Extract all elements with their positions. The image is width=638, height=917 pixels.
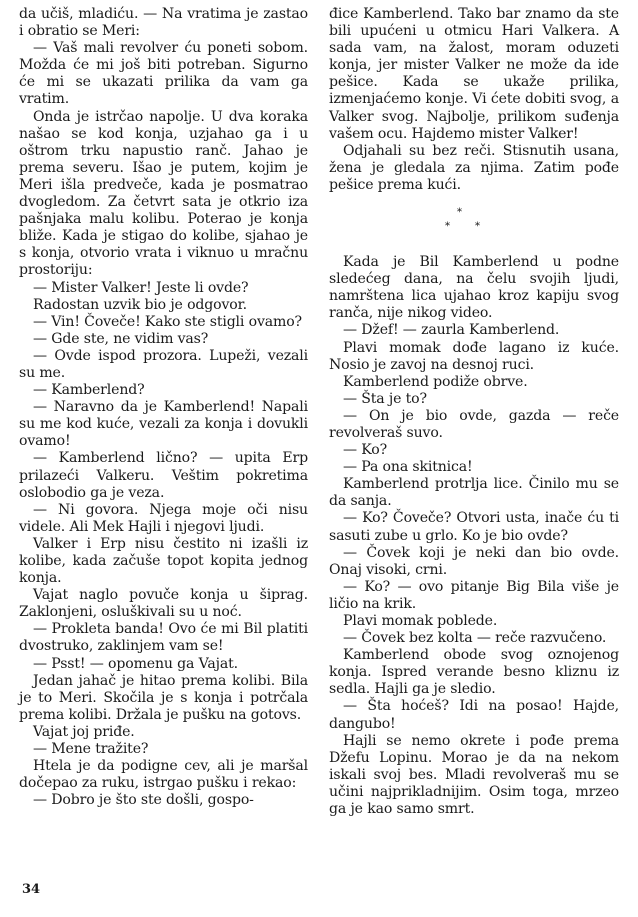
paragraph: — Čovek bez kolta — reče razvučeno. [343,630,607,647]
paragraph: Onda je istrčao napolje. U dva koraka našao se kod konja, uzjahao ga i u oštrom trku napustio ranč. Jahao je prema severu. Išao je putem, kojim je Meri išla predveče, kada je posmatrao dvogledom. Za četvrt sata je otkrio iza pašnjaka malu kolibu. Poterao je konja bliže. Kada je stigao do kolibe, sjahao je s konja, otvorio vrata i viknuo u mračnu prostoriju: [19,108,308,279]
paragraph: Jedan jahač je hitao prema kolibi. Bila je to Meri. Skočila je s konja i potrčala prema kolibi. Držala je pušku na gotovs. [19,672,308,723]
paragraph: — Vin! Čoveče! Kako ste stigli ovamo? [33,313,302,330]
paragraph: Htela je da podigne cev, ali je maršal dočepao za ruku, istrgao pušku i rekao: [19,758,308,792]
paragraph: — Džef! — zaurla Kamberlend. [343,322,560,339]
paragraph: Kamberlend obode svog oznojenog konja. Ispred verande besno kliznu iz sedla. Hajli ga je sledio. [329,647,619,698]
paragraph: — Kamberlend lično? — upita Erp prilazeći Valkeru. Veštim pokretima oslobodio ga je veza. [19,450,308,501]
separator-star-icon: * [457,207,462,219]
paragraph: Odjahali su bez reči. Stisnutih usana, žena je gledala za njima. Zatim pođe pešice prema kući. [329,142,619,193]
paragraph: Plavi momak poblede. [343,613,498,629]
paragraph: đice Kamberlend. Tako bar znamo da ste bili upućeni u otmicu Hari Valkera. A sada vam, na žalost, moram oduzeti konja, jer mister Valker ne može da ide pešice. Kada se ukaže prilika, izmenjaćemo konje. Vi ćete dobiti svog, a Valker svog. Najbolje, prilikom suđenja vašem ocu. Hajdemo mister Valker! [329,6,619,142]
paragraph: Vajat joj priđe. [33,723,135,740]
paragraph: Hajli se nemo okrete i pođe prema Džefu Lopinu. Morao je da na nekom iskali svoj bes. Mladi revolveraš mu se učini najprikladnijim. Osim toga, mrzeo ga je kao samo smrt. [329,732,619,818]
section-separator [329,196,619,254]
paragraph: — Vaš mali revolver ću poneti sobom. Možda će mi još biti potreban. Sigurno će mi se ukazati prilika da vam ga vratim. [19,40,308,108]
paragraph: Vajat naglo povuče konja u šiprag. Zaklonjeni, osluškivali su u noć. [19,587,308,621]
paragraph: — Šta hoćeš? Idi na posao! Hajde, dangubo! [329,698,619,732]
paragraph: — Prokleta banda! Ovo će mi Bil platiti dvostruko, zaklinjem vam se! [19,621,308,655]
paragraph: — Šta je to? [343,390,427,407]
paragraph: Plavi momak dođe lagano iz kuće. Nosio je zavoj na desnoj ruci. [329,339,619,373]
paragraph: — Ko? — ovo pitanje Big Bila više je ličio na krik. [329,578,619,612]
separator-star-icon: * [475,221,480,233]
paragraph: — Mene tražite? [33,741,149,758]
left-column [19,6,308,809]
paragraph: — Psst! — opomenu ga Vajat. [33,655,238,672]
separator-star-icon: * [445,221,450,233]
right-column [329,6,619,818]
paragraph: da učiš, mladiću. — Na vratima je zastao i obratio se Meri: [19,6,308,40]
paragraph: — Ovde ispod prozora. Lupeži, vezali su me. [19,347,308,381]
paragraph: Radostan uzvik bio je odgovor. [33,296,248,313]
right-column-bottom-text [329,254,619,818]
right-column-top-text [329,6,619,194]
paragraph: — Dobro je što ste došli, gospo- [33,792,254,809]
paragraph: — Mister Valker! Jeste li ovde? [33,279,249,296]
paragraph: — Ko? Čoveče? Otvori usta, inače ću ti sasuti zube u grlo. Ko je bio ovde? [329,510,619,544]
paragraph: — Kamberlend? [33,382,145,399]
paragraph: Valker i Erp nisu čestito ni izašli iz kolibe, kada začuše topot kopita jednog konja. [19,535,308,587]
page-number: 34 [22,882,41,897]
paragraph: Kamberlend protrlja lice. Činilo mu se da sanja. [329,476,619,510]
paragraph: — Ko? [343,442,388,459]
paragraph: — Gde ste, ne vidim vas? [33,330,209,347]
paragraph: Kada je Bil Kamberlend u podne sledećeg dana, na čelu svojih ljudi, namrštena lica ujahao kroz kapiju svog ranča, nije nikog video. [329,254,619,322]
paragraph: — Čovek koji je neki dan bio ovde. Onaj visoki, crni. [329,544,619,578]
paragraph: — Pa ona skitnica! [343,459,473,476]
paragraph: Kamberlend podiže obrve. [343,373,528,390]
paragraph: — On je bio ovde, gazda — reče revolveraš suvo. [329,407,619,441]
paragraph: — Ni govora. Njega moje oči nisu videle. Ali Mek Hajli i njegovi ljudi. [19,501,308,535]
paragraph: — Naravno da je Kamberlend! Napali su me kod kuće, vezali za konja i dovukli ovamo! [19,399,308,450]
